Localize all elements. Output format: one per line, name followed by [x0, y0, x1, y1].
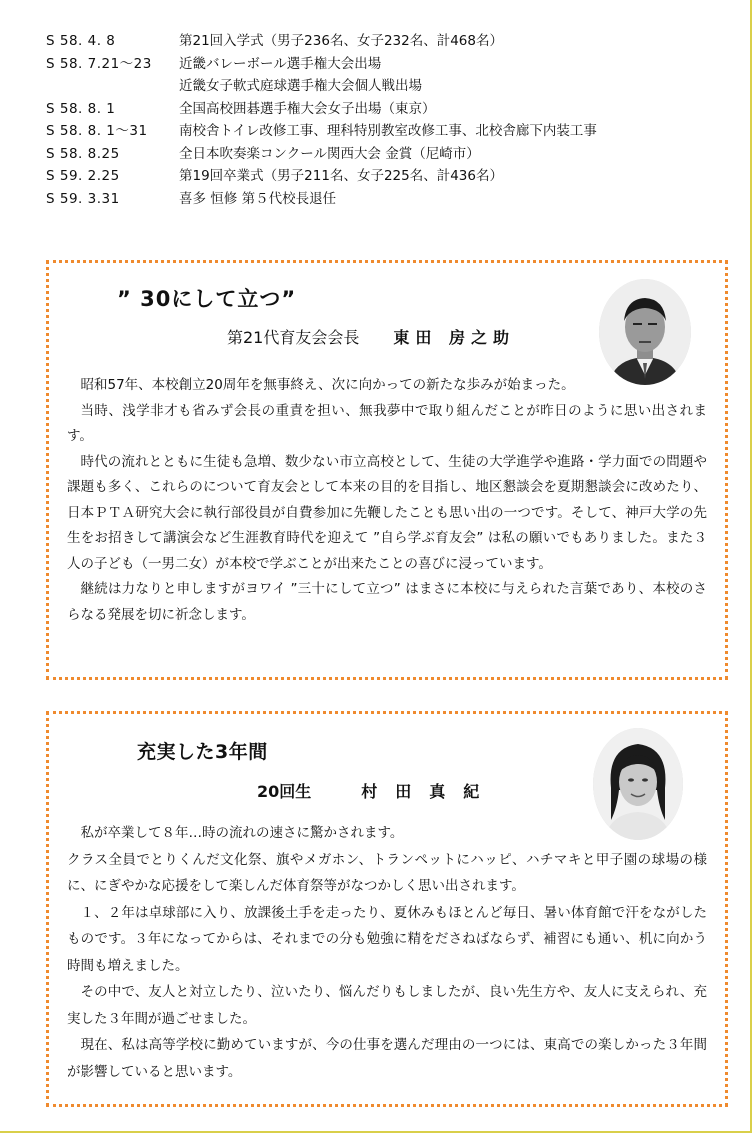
timeline	[46, 30, 706, 210]
essay-box-president	[46, 260, 728, 680]
timeline-row	[46, 30, 706, 53]
author-role: 20回生	[257, 782, 312, 801]
timeline-event: 全国高校囲碁選手権大会女子出場（東京）	[179, 100, 436, 117]
timeline-row	[46, 53, 706, 76]
essay-paragraph: 時代の流れとともに生徒も急増、数少ない市立高校として、生徒の大学進学や進路・学力面での問題や課題も多く、これらのについて育友会として本来の目的を目指し、地区懇談会を夏期懇談会に改めたり、日本ＰＴＡ研究大会に執行部役員が自費参加に先鞭したことも思い出の一つです。そして、神戸大学の先生をお招きして講演会など生涯教育時代を迎えて ”自ら学ぶ育友会” は私の願いでもありました。また３人の子ども（一男二女）が本校で学ぶことが出来たことの喜びに浸っています。	[67, 453, 707, 572]
author-name: 村田真紀	[361, 782, 498, 801]
essay-box-alumna	[46, 711, 728, 1107]
essay-body	[67, 373, 707, 628]
timeline-date: S 59. 2.25	[46, 168, 120, 184]
timeline-event: 近畿バレーボール選手権大会出場	[179, 55, 382, 72]
timeline-date: S 58. 7.21～23	[46, 55, 152, 72]
essay-paragraph: 現在、私は高等学校に勤めていますが、今の仕事を選んだ理由の一つには、東高での楽しかった３年間が影響していると思います。	[67, 1037, 707, 1080]
timeline-row	[46, 75, 706, 98]
essay-paragraph: １、２年は卓球部に入り、放課後土手を走ったり、夏休みもほとんど毎日、暑い体育館で汗をながしたものです。３年になってからは、それまでの分も勉強に精をださねばならず、補習にも通い、机に向かう時間も増えました。	[67, 904, 707, 974]
author-name: 東田 房之助	[393, 328, 515, 347]
timeline-event: 全日本吹奏楽コンクール関西大会 金賞（尼崎市）	[179, 145, 480, 162]
essay-paragraph: 私が卒業して８年…時の流れの速さに驚かされます。	[80, 825, 404, 841]
essay-paragraph: その中で、友人と対立したり、泣いたり、悩んだりもしましたが、良い先生方や、友人に支えられ、充実した３年間が過ごせました。	[67, 984, 707, 1027]
essay-paragraph: 当時、浅学非才も省みず会長の重責を担い、無我夢中で取り組んだことが昨日のように思い出されます。	[67, 402, 707, 444]
timeline-row	[46, 98, 706, 121]
timeline-event: 南校舎トイレ改修工事、理科特別教室改修工事、北校舎廊下内装工事	[179, 123, 597, 139]
timeline-event: 近畿女子軟式庭球選手権大会個人戦出場	[179, 78, 422, 94]
timeline-row	[46, 120, 706, 143]
essay-paragraph: 継続は力なりと申しますがヨワイ ”三十にして立つ” はまさに本校に与えられた言葉であり、本校のさらなる発展を切に祈念します。	[67, 581, 707, 623]
timeline-event: 喜多 恒修 第５代校長退任	[179, 190, 337, 207]
essay-byline	[227, 325, 515, 348]
timeline-event: 第21回入学式（男子236名、女子232名、計468名）	[179, 33, 503, 49]
timeline-date: S 58. 4. 8	[46, 33, 116, 49]
author-role: 第21代育友会会長	[227, 328, 360, 347]
timeline-event: 第19回卒業式（男子211名、女子225名、計436名）	[179, 168, 503, 184]
essay-title: ” 30にして立つ”	[117, 287, 297, 311]
timeline-date: S 58. 8.25	[46, 145, 120, 162]
timeline-date: S 58. 8. 1	[46, 100, 116, 117]
man-portrait-image	[599, 279, 691, 385]
timeline-row	[46, 143, 706, 166]
essay-byline	[257, 779, 497, 802]
essay-paragraph: クラス全員でとりくんだ文化祭、旗やメガホン、トランペットにハッピ、ハチマキと甲子園の球場の様に、にぎやかな応援をして楽しんだ体育祭等がなつかしく思い出されます。	[67, 851, 707, 894]
essay-body	[67, 820, 707, 1085]
essay-title: 充実した3年間	[137, 741, 268, 763]
timeline-row	[46, 165, 706, 188]
timeline-date: S 59. 3.31	[46, 190, 120, 207]
author-portrait-photo	[599, 279, 691, 385]
timeline-date: S 58. 8. 1～31	[46, 123, 148, 139]
essay-paragraph: 昭和57年、本校創立20周年を無事終え、次に向かっての新たな歩みが始まった。	[80, 377, 575, 393]
timeline-row	[46, 188, 706, 211]
